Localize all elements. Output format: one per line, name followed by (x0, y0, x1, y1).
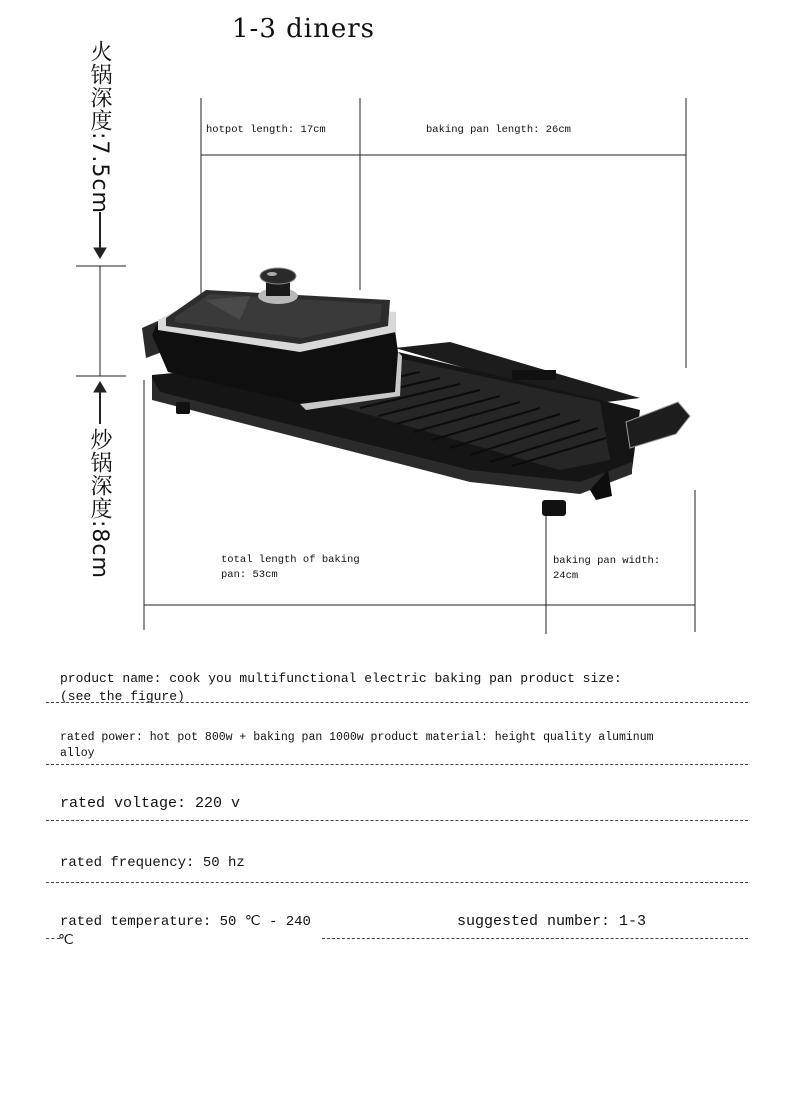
baking-pan-width-line-2: 24cm (553, 570, 579, 582)
page-title: 1-3 diners (232, 14, 375, 44)
spec-rated-temperature: rated temperature: 50 ℃ - 240 (60, 914, 311, 930)
spec-rated-power-line-1: rated power: hot pot 800w + baking pan 1000w product material: height quality aluminum (60, 731, 654, 744)
spec-product-name (60, 670, 622, 706)
depth-markers (76, 212, 126, 424)
total-length-label (221, 553, 360, 583)
spec-rated-voltage: rated voltage: 220 v (60, 795, 241, 812)
baking-pan-width-label (553, 554, 660, 584)
total-length-line-2: pan: 53cm (221, 569, 278, 581)
electric-grill-illustration (142, 268, 690, 516)
baking-pan-length-label: baking pan length: 26cm (426, 124, 571, 136)
spec-suggested-number: suggested number: 1-3 (457, 913, 647, 930)
divider (322, 938, 748, 939)
spec-rated-power-line-2: alloy (60, 747, 95, 760)
spec-rated-temperature-unit: ℃ (58, 933, 74, 949)
spec-rated-power (60, 730, 654, 762)
divider (46, 702, 748, 703)
divider (46, 938, 60, 939)
spec-product-name-line-2: (see the figure) (60, 689, 185, 704)
wok-depth-label: 炒锅深度:8cm (87, 428, 112, 579)
divider (46, 764, 748, 765)
spec-product-name-line-1: product name: cook you multifunctional electric baking pan product size: (60, 671, 622, 686)
hotpot-depth-label: 火锅深度:7.5cm (87, 40, 112, 214)
hotpot-length-label: hotpot length: 17cm (206, 124, 326, 136)
total-length-line-1: total length of baking (221, 554, 360, 566)
baking-pan-width-line-1: baking pan width: (553, 555, 661, 567)
divider (46, 820, 748, 821)
spec-rated-frequency: rated frequency: 50 hz (60, 855, 245, 871)
divider (46, 882, 748, 883)
